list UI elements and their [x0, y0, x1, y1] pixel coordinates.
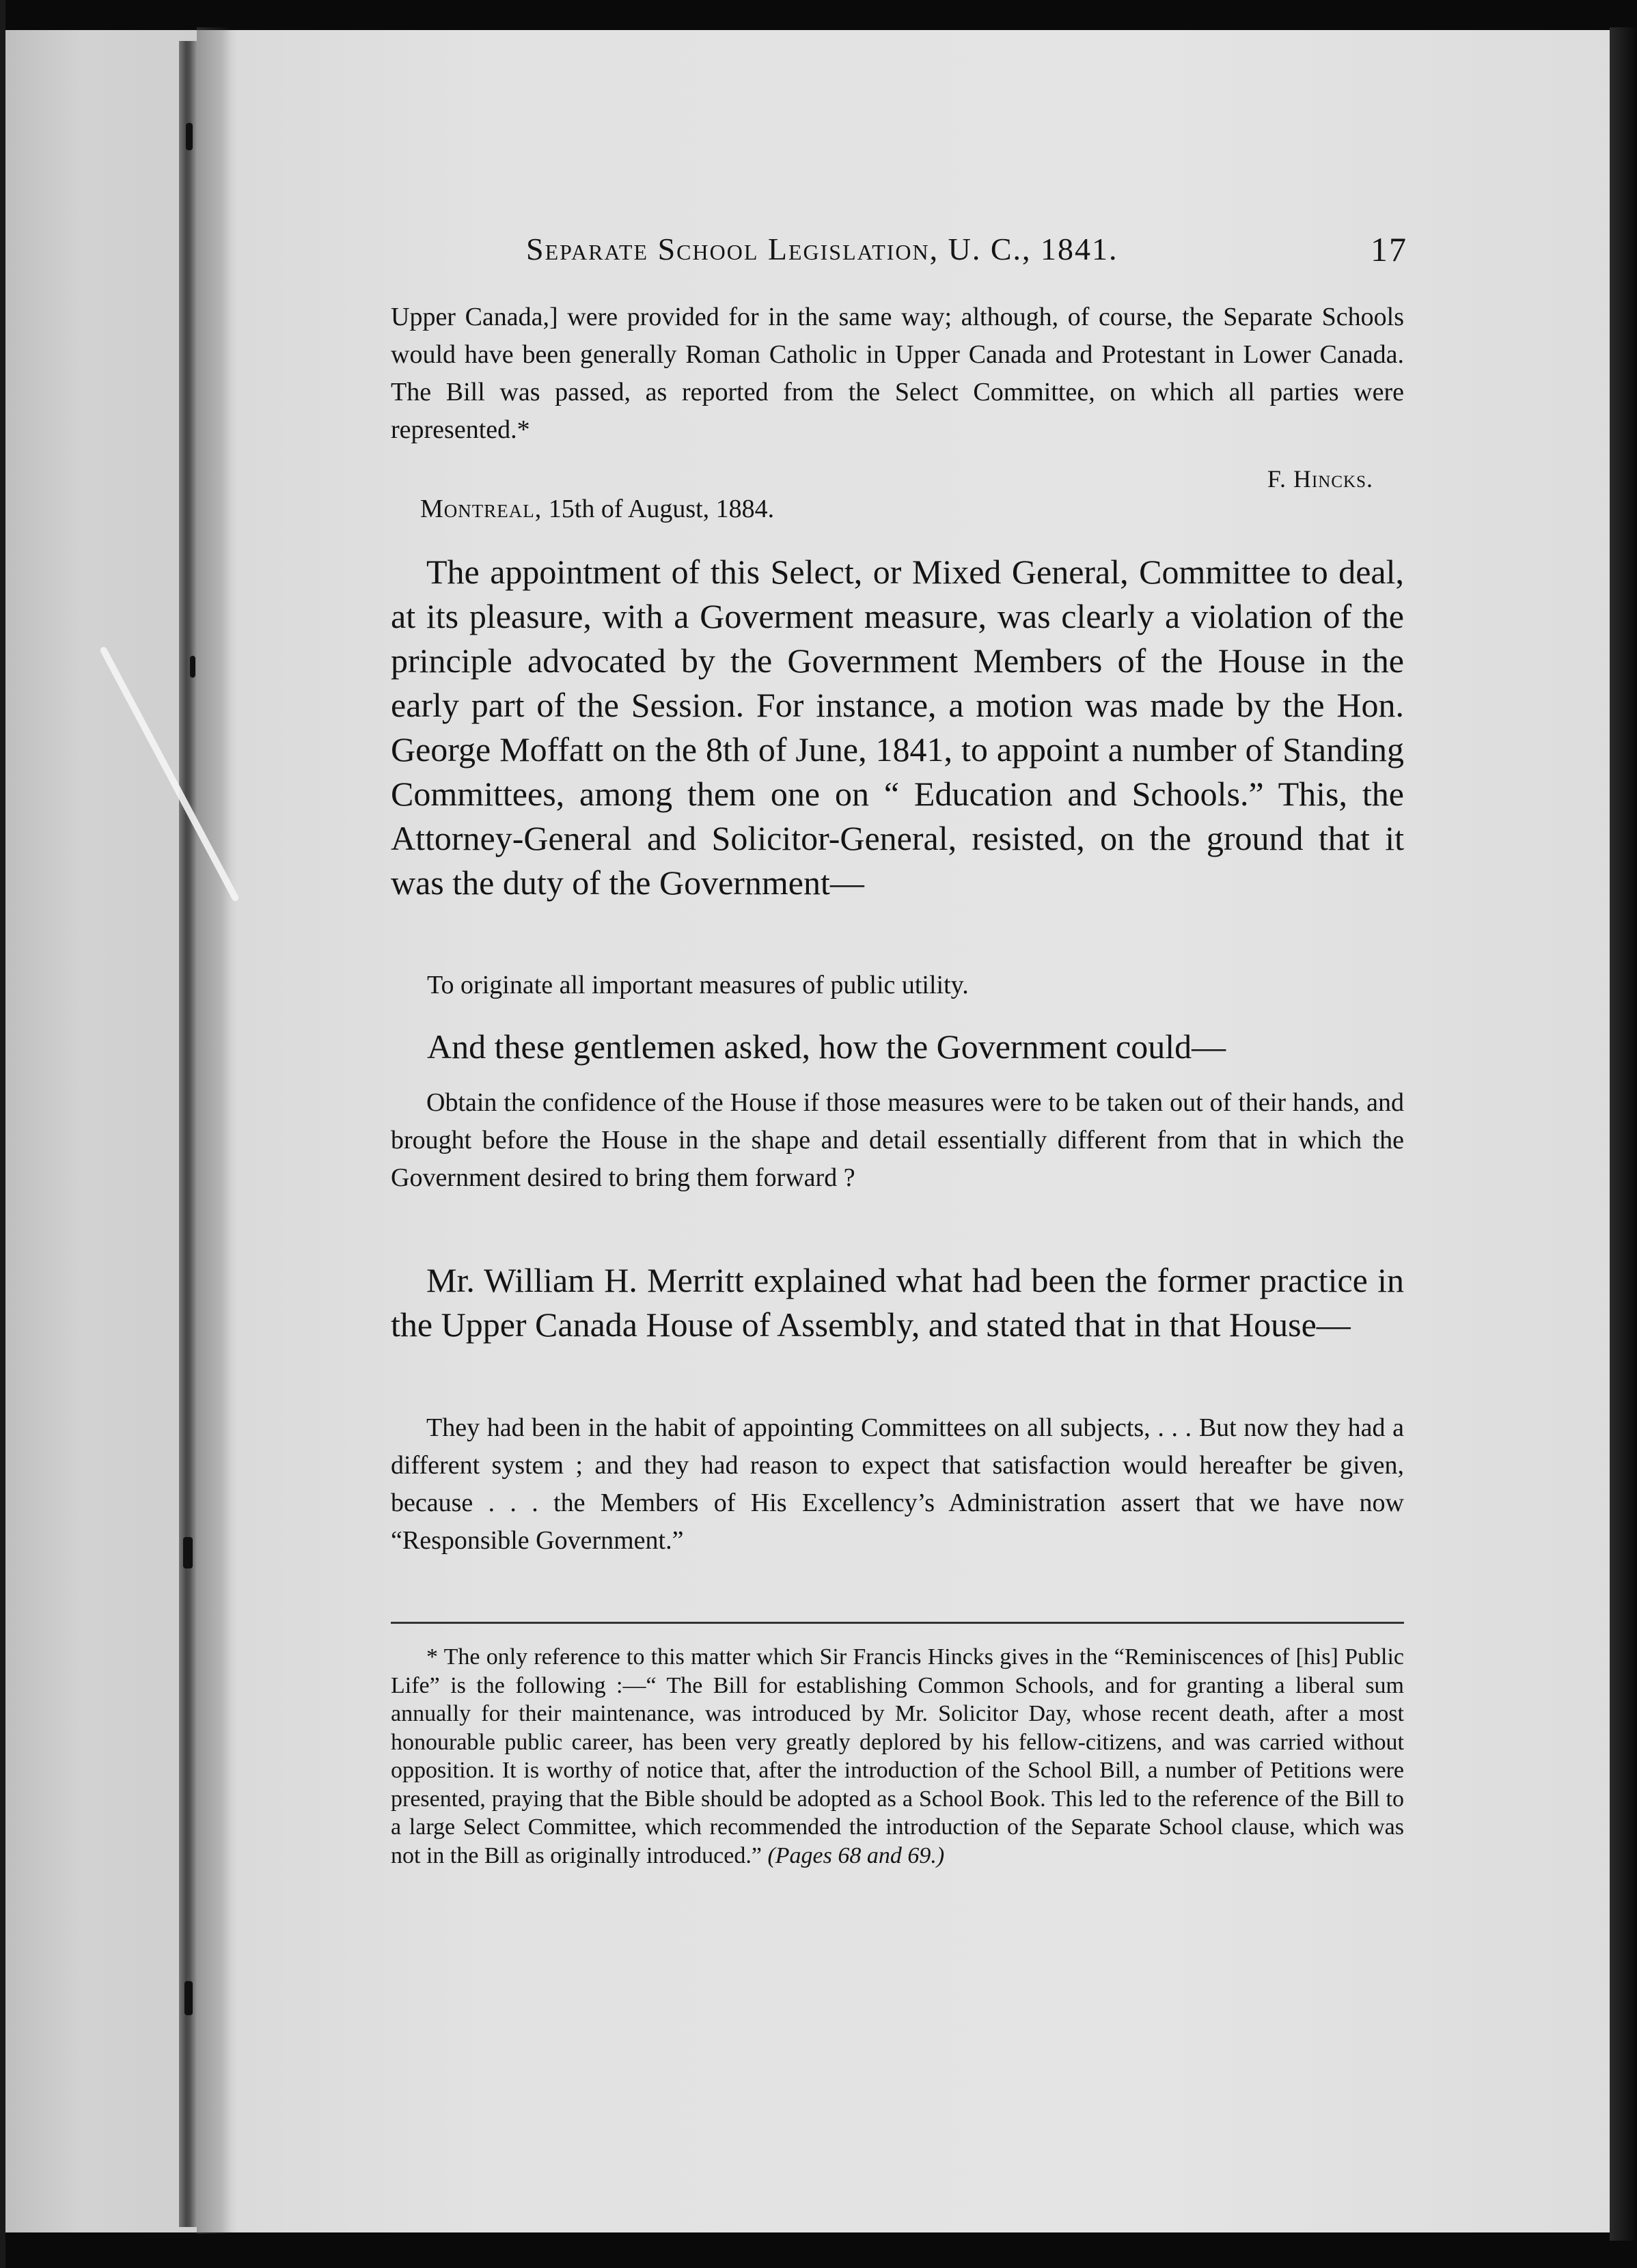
- running-title: Separate School Legislation, U. C., 1841.: [526, 232, 1118, 266]
- dateline-date: 15th of August, 1884.: [548, 495, 775, 523]
- footnote: [391, 1643, 1404, 1870]
- gutter-shadow: [197, 27, 231, 2234]
- binding-mark: [184, 1981, 193, 2015]
- running-header: [526, 225, 1407, 273]
- scan-border-right: [1610, 27, 1637, 2241]
- block-quote-2-text: Obtain the confidence of the House if those measures were to be taken out of their hands, and brought before the House in the shape and detail essentially different from that in which the Government desired to bring them forward ?: [391, 1088, 1404, 1192]
- body-paragraph-3-text: Mr. William H. Merritt explained what had been the former practice in the Upper Canada House of Assembly, and stated that in that House—: [391, 1261, 1404, 1344]
- dateline: [420, 490, 1035, 528]
- block-quote-3: [391, 1409, 1404, 1560]
- binding-mark: [186, 123, 193, 150]
- scan-border-left: [0, 0, 5, 2268]
- dateline-place: Montreal,: [420, 495, 542, 523]
- block-quote-3-text: They had been in the habit of appointing Committees on all subjects, . . . But now they had a different system ; and they had reason to expect that satisfaction would hereafter be given, because . . . the Members of His Excellency’s Administration assert that we have now “Responsible Government.”: [391, 1413, 1404, 1555]
- binding-mark: [190, 656, 195, 678]
- book-spine: [179, 41, 197, 2227]
- signature: F. Hincks.: [1267, 465, 1373, 493]
- footnote-rule: [391, 1622, 1404, 1624]
- intro-paragraph: Upper Canada,] were provided for in the same way; although, of course, the Separate Schools would have been generally Roman Catholic in Upper Canada and Protestant in Lower Canada. The Bill was passed, as reported from the Select Committee, on which all parties were represented.*: [391, 303, 1404, 444]
- body-paragraph-1-text: The appointment of this Select, or Mixed General, Committee to deal, at its pleasure, with a Goverment measure, was clearly a violation of the principle advocated by the Government Members of the House in the early part of the Session. For instance, a motion was made by the Hon. George Moffatt on the 8th of June, 1841, to appoint a number of Standing Committees, among them one on “ Education and Schools.” This, the Attorney-General and Solicitor-General, resisted, on the ground that it was the duty of the Government—: [391, 553, 1404, 902]
- body-paragraph-2: And these gentlemen asked, how the Government could—: [427, 1027, 1226, 1066]
- block-quote-2: [391, 1084, 1404, 1197]
- body-paragraph-3: [391, 1258, 1404, 1347]
- scan-border-bottom: [0, 2232, 1637, 2268]
- block-quote-1: To originate all important measures of public utility.: [427, 971, 969, 999]
- page-number: 17: [1371, 230, 1407, 268]
- footnote-citation: (Pages 68 and 69.): [767, 1842, 945, 1868]
- footnote-text: * The only reference to this matter which Sir Francis Hincks gives in the “Reminiscences of [his] Public Life” is the following :—“ The Bill for establishing Common Schools, and for granting a liberal sum annually for their maintenance, was introduced by Mr. Solicitor Day, whose recent death, after a most honourable public career, has been very greatly deplored by his fellow-citizens, and was carried without opposition. It is worthy of notice that, after the introduction of the School Bill, a number of Petitions were presented, praying that the Bible should be adopted as a School Book. This led to the reference of the Bill to a large Select Committee, which recommended the introduction of the Separate School clause, which was not in the Bill as originally introduced.”: [391, 1644, 1404, 1868]
- body-paragraph-1: [391, 550, 1404, 905]
- scan-border-top: [0, 0, 1637, 30]
- binding-mark: [183, 1537, 193, 1568]
